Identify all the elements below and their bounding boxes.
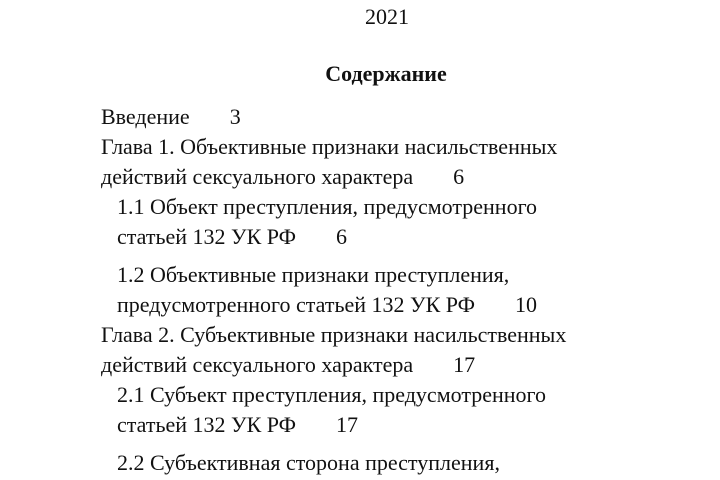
toc-page-number: 10 bbox=[515, 292, 538, 317]
toc-entry-title-line: действий сексуального характера bbox=[101, 352, 414, 377]
toc-entry-title-line: 2.1 Субъект преступления, предусмотренного bbox=[117, 382, 546, 407]
toc-entry-title-line: 2.2 Субъективная сторона преступления, bbox=[117, 450, 500, 475]
toc-entry-section-1-1 bbox=[101, 192, 701, 252]
toc-entry-title: Введение bbox=[101, 104, 190, 129]
document-year: 2021 bbox=[365, 4, 409, 29]
toc-entry-chapter-2 bbox=[101, 320, 701, 380]
toc-entry-chapter-1 bbox=[101, 132, 701, 192]
toc-entry-title-line: Глава 2. Субъективные признаки насильственных bbox=[101, 322, 567, 347]
toc-entry-title-line: статьей 132 УК РФ bbox=[117, 412, 297, 437]
toc-entry-title-line: предусмотренного статьей 132 УК РФ bbox=[117, 292, 476, 317]
contents-heading: Содержание bbox=[325, 61, 447, 86]
toc-page-number: 6 bbox=[453, 164, 465, 189]
toc-entry-section-2-2 bbox=[101, 448, 701, 478]
toc-entry-title-line: статьей 132 УК РФ bbox=[117, 224, 297, 249]
toc-entry-introduction bbox=[101, 102, 701, 132]
table-of-contents bbox=[101, 102, 701, 478]
toc-entry-section-2-1 bbox=[101, 380, 701, 440]
toc-entry-title-line: 1.1 Объект преступления, предусмотренного bbox=[117, 194, 538, 219]
toc-entry-title-line: 1.2 Объективные признаки преступления, bbox=[117, 262, 510, 287]
toc-page-number: 17 bbox=[453, 352, 476, 377]
toc-entry-title-line: Глава 1. Объективные признаки насильственных bbox=[101, 134, 558, 159]
toc-page-number: 6 bbox=[336, 224, 348, 249]
toc-page-number: 3 bbox=[229, 104, 241, 129]
toc-page-number: 17 bbox=[336, 412, 359, 437]
toc-entry-title-line: действий сексуального характера bbox=[101, 164, 414, 189]
toc-entry-section-1-2 bbox=[101, 260, 701, 320]
